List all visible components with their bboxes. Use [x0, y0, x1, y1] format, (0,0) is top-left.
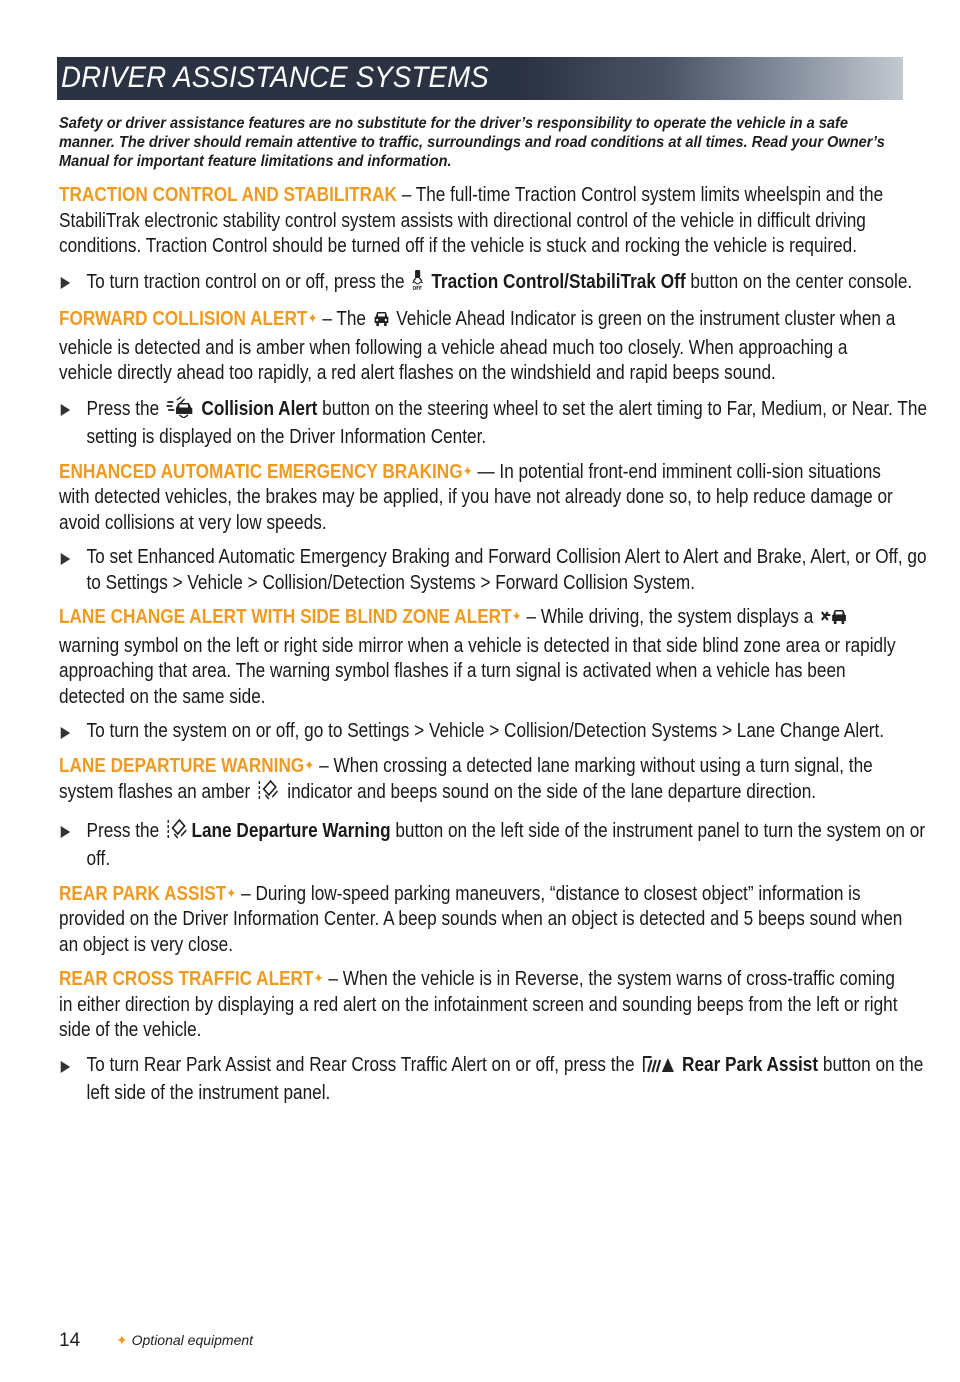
lane-departure-button-icon: [166, 818, 190, 848]
rear-park-assist-icon: [641, 1054, 675, 1082]
emergency-braking-heading: ENHANCED AUTOMATIC EMERGENCY BRAKING: [59, 460, 463, 483]
bullet-arrow-icon: [61, 277, 70, 289]
emergency-braking-paragraph: ENHANCED AUTOMATIC EMERGENCY BRAKING✦ — In potential front-end imminent colli-sion situations with detected vehicles, the brakes may be applied, if you have not already done so, to help reduce damage or avoid collisions at very low speeds.: [59, 460, 893, 534]
rear-park-assist-heading: REAR PARK ASSIST: [59, 882, 227, 905]
optional-star-icon: ✦: [307, 310, 318, 326]
side-blind-zone-icon: [820, 608, 849, 634]
optional-star-icon: ✦: [226, 884, 237, 901]
emergency-braking-bullet: To set Enhanced Automatic Emergency Braking and Forward Collision Alert to Alert and Brake, Alert, or Off, go to Settings > Vehicle > Collision/Detection Systems > Forward Collision System.: [59, 545, 932, 596]
lane-change-heading: LANE CHANGE ALERT WITH SIDE BLIND ZONE ALERT: [59, 606, 512, 628]
page-footer: [59, 1330, 80, 1352]
lane-change-bullet: To turn the system on or off, go to Settings > Vehicle > Collision/Detection Systems > Lane Change Alert.: [59, 719, 932, 745]
lane-departure-paragraph: LANE DEPARTURE WARNING✦ – When crossing a detected lane marking without using a turn signal, the system flashes an amber indicator and beeps sound on the side of the lane departure direction.: [59, 754, 904, 809]
forward-collision-heading: FORWARD COLLISION ALERT: [59, 308, 308, 330]
bullet-arrow-icon: [61, 553, 70, 565]
rear-cross-traffic-paragraph: REAR CROSS TRAFFIC ALERT✦ – When the vehicle is in Reverse, the system warns of cross-traffic coming in either direction by displaying a red alert on the infotainment screen and sounding beeps from the left or right side of the vehicle.: [59, 968, 898, 1041]
forward-collision-bullet: Press the Collision Alert button on the steering wheel to set the alert timing to Far, Medium, or Near. The setting is displayed on the Driver Information Center.: [59, 396, 932, 451]
bullet-arrow-icon: [61, 826, 70, 838]
optional-star-icon: ✦: [462, 462, 473, 479]
rear-cross-traffic-bullet: To turn Rear Park Assist and Rear Cross Traffic Alert on or off, press the Rear Park Assist button on the left side of the instrument panel.: [59, 1053, 932, 1107]
bullet-arrow-icon: [61, 404, 70, 416]
svg-text:OFF: OFF: [412, 286, 423, 291]
lane-departure-bullet: Press the Lane Departure Warning button on the left side of the instrument panel to turn the system on or off.: [59, 818, 932, 873]
rear-cross-traffic-heading: REAR CROSS TRAFFIC ALERT: [59, 968, 314, 990]
lane-departure-heading: LANE DEPARTURE WARNING: [59, 754, 305, 777]
traction-control-body: – The full-time Traction Control system limits wheelspin and the StabiliTrak electronic stability control system assists with directional control of the vehicle in difficult driving conditions. Traction Control should be turned off if the vehicle is stuck and rocking the vehicle is required.: [59, 184, 884, 257]
optional-star-icon: ✦: [313, 970, 324, 986]
optional-equipment-footnote: ✦ Optional equipment: [116, 1332, 254, 1348]
section-banner: [57, 57, 903, 100]
bullet-arrow-icon: [61, 727, 70, 739]
vehicle-ahead-icon: [372, 310, 389, 336]
traction-control-paragraph: [59, 183, 904, 260]
traction-off-icon: [411, 269, 425, 299]
safety-disclaimer: Safety or driver assistance features are no substitute for the driver’s responsibility to operate the vehicle in a safe manner. The driver should remain attentive to traffic, surroundings and road conditions at all times. Read your Owner’s Manual for important feature limitations and information.: [59, 115, 885, 170]
section-title: DRIVER ASSISTANCE SYSTEMS: [61, 61, 489, 94]
page-number: 14: [59, 1330, 81, 1351]
bullet-arrow-icon: [61, 1061, 70, 1073]
page-content: [59, 114, 928, 1116]
optional-star-icon: ✦: [511, 608, 522, 624]
traction-control-heading: TRACTION CONTROL AND STABILITRAK: [59, 184, 397, 206]
optional-star-icon: ✦: [304, 756, 315, 773]
rear-park-assist-paragraph: REAR PARK ASSIST✦ – During low-speed parking maneuvers, “distance to closest object” information is provided on the Driver Information Center. A beep sounds when an object is detected and 5 beeps sound when an object is very close.: [59, 882, 903, 956]
forward-collision-paragraph: FORWARD COLLISION ALERT✦ – The Vehicle Ahead Indicator is green on the instrument cluster when a vehicle is detected and is amber when following a vehicle ahead much too closely. When approaching a vehicle directly ahead too rapidly, a red alert flashes on the windshield and rapid beeps sound.: [59, 308, 896, 384]
lane-departure-icon: [257, 779, 281, 809]
collision-alert-icon: [166, 396, 195, 426]
optional-star-icon: ✦: [116, 1332, 128, 1348]
lane-change-paragraph: LANE CHANGE ALERT WITH SIDE BLIND ZONE ALERT✦ – While driving, the system displays a warning symbol on the left or right side mirror when a vehicle is detected in that side blind zone area or rapidly approaching that area. The warning symbol flashes if a turn signal is activated when a vehicle has been detected on the same side.: [59, 606, 896, 708]
traction-control-bullet: To turn traction control on or off, press the OFF Traction Control/StabiliTrak Off button on the center console.: [59, 269, 932, 299]
